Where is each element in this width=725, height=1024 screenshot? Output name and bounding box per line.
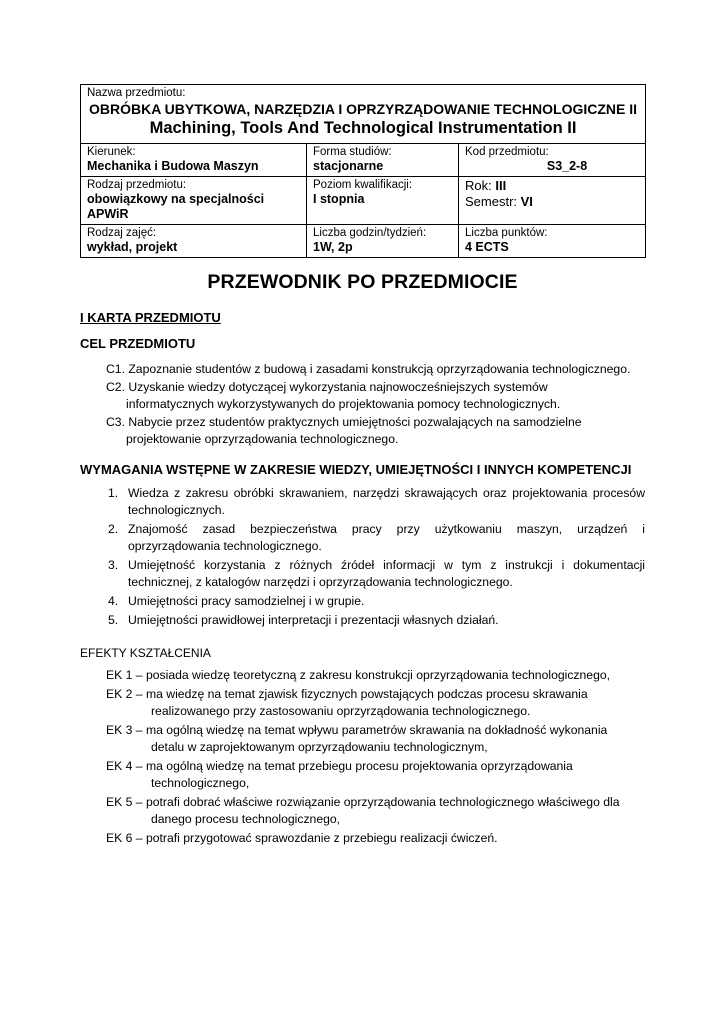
semestr-line [465,194,639,210]
item-number: 2. [108,522,119,536]
rok-line [465,178,639,194]
wymaganie-text: Umiejętności prawidłowej interpretacji i prezentacji własnych działań. [128,613,499,627]
forma-value: stacjonarne [313,159,384,173]
page-title: PRZEWODNIK PO PRZEDMIOCIE [207,271,518,293]
semestr-label: Semestr: [465,194,518,209]
item-number: 4. [108,594,119,608]
efekty-list [80,667,645,847]
efekt-item [106,830,645,847]
efekt-item [106,758,645,792]
poziom-cell [307,177,459,225]
rok-semestr-cell [459,177,646,225]
cele-list [80,361,645,448]
rodzaj-cell [81,177,307,225]
efekt-text: EK 6 – potrafi przygotować sprawozdanie z przebiegu realizacji ćwiczeń. [106,831,498,845]
efekty-heading: EFEKTY KSZTAŁCENIA [80,646,211,660]
wymaganie-item [80,612,645,629]
poziom-label: Poziom kwalifikacji: [313,179,413,191]
rodzaj-value: obowiązkowy na specjalności APWiR [87,192,265,221]
efekt-text-cont: technologicznego, [151,776,250,790]
subject-title-pl: OBRÓBKA UBYTKOWA, NARZĘDZIA I OPRZYRZĄDOWANIE TECHNOLOGICZNE II [88,101,638,117]
rok-value: III [495,178,507,193]
wymaganie-text: Znajomość zasad bezpieczeństwa pracy przy użytkowaniu maszyn, urządzeń i oprzyrządowania technologicznego. [128,522,645,553]
efekt-item [106,686,645,720]
cel-item [106,379,645,413]
cel-heading: CEL PRZEDMIOTU [80,336,196,351]
wymagania-heading: WYMAGANIA WSTĘPNE W ZAKRESIE WIEDZY, UMIEJĘTNOŚCI I INNYCH KOMPETENCJI [80,462,632,477]
zajec-cell [81,225,307,258]
wymaganie-item [80,521,645,555]
forma-cell [307,144,459,177]
zajec-label: Rodzaj zajęć: [87,227,157,239]
kierunek-value: Mechanika i Budowa Maszyn [87,159,259,173]
cel-text-cont: projektowanie oprzyrządowania technologicznego. [126,432,399,446]
wymaganie-item [80,593,645,610]
wymaganie-text: Wiedza z zakresu obróbki skrawaniem, narzędzi skrawających oraz projektowania procesów technologicznych. [128,486,645,517]
karta-heading: I KARTA PRZEDMIOTU [80,310,221,325]
cel-text-cont: informatycznych wykorzystywanych do projektowania pomocy technologicznych. [126,397,561,411]
subject-title-en: Machining, Tools And Technological Instrumentation II [149,119,577,137]
kod-value: S3_2-8 [546,159,588,173]
cel-item [106,361,645,378]
efekt-text: EK 2 – ma wiedzę na temat zjawisk fizycznych powstających podczas procesu skrawania [106,687,588,701]
wymaganie-item [80,485,645,519]
document-page [80,84,645,849]
item-number: 3. [108,558,119,572]
punkty-label: Liczba punktów: [465,227,548,239]
rok-label: Rok: [465,178,492,193]
subject-label: Nazwa przedmiotu: [87,87,186,99]
punkty-cell [459,225,646,258]
cel-text: C2. Uzyskanie wiedzy dotyczącej wykorzystania najnowocześniejszych systemów [106,380,548,394]
kierunek-cell [81,144,307,177]
poziom-value: I stopnia [313,192,365,206]
zajec-value: wykład, projekt [87,240,178,254]
wymaganie-text: Umiejętność korzystania z różnych źródeł informacji w tym z instrukcji i dokumentacji technicznej, z katalogów narzędzi i oprzyrządowania technologicznego. [128,558,645,589]
cel-text: C1. Zapoznanie studentów z budową i zasadami konstrukcją oprzyrządowania technologicznego. [106,362,631,376]
course-info-table [80,84,646,258]
wymagania-list [80,485,645,629]
cel-text: C3. Nabycie przez studentów praktycznych umiejętności pozwalających na samodzielne [106,415,582,429]
efekt-text-cont: danego procesu technologicznego, [151,812,341,826]
kod-label: Kod przedmiotu: [465,146,549,158]
godziny-label: Liczba godzin/tydzień: [313,227,427,239]
wymaganie-text: Umiejętności pracy samodzielnej i w grupie. [128,594,365,608]
punkty-value: 4 ECTS [465,240,509,254]
kod-cell [459,144,646,177]
item-number: 1. [108,486,119,500]
cel-item [106,414,645,448]
forma-label: Forma studiów: [313,146,392,158]
efekt-text: EK 5 – potrafi dobrać właściwe rozwiązanie oprzyrządowania technologicznego właściwego dla [106,795,620,809]
efekt-text: EK 3 – ma ogólną wiedzę na temat wpływu parametrów skrawania na dokładność wykonania [106,723,608,737]
semestr-value: VI [520,194,533,209]
rodzaj-label: Rodzaj przedmiotu: [87,179,187,191]
efekt-item [106,794,645,828]
kierunek-label: Kierunek: [87,146,136,158]
efekt-item [106,667,645,684]
godziny-cell [307,225,459,258]
efekt-item [106,722,645,756]
wymaganie-item [80,557,645,591]
godziny-value: 1W, 2p [313,240,353,254]
efekt-text: EK 4 – ma ogólną wiedzę na temat przebiegu procesu projektowania oprzyrządowania [106,759,573,773]
efekt-text-cont: realizowanego przy zastosowaniu oprzyrządowania technologicznego. [151,704,531,718]
efekt-text-cont: detalu w zaprojektowanym oprzyrządowaniu technologicznym, [151,740,488,754]
subject-name-cell [81,85,646,144]
item-number: 5. [108,613,119,627]
efekt-text: EK 1 – posiada wiedzę teoretyczną z zakresu konstrukcji oprzyrządowania technologicznego, [106,668,611,682]
